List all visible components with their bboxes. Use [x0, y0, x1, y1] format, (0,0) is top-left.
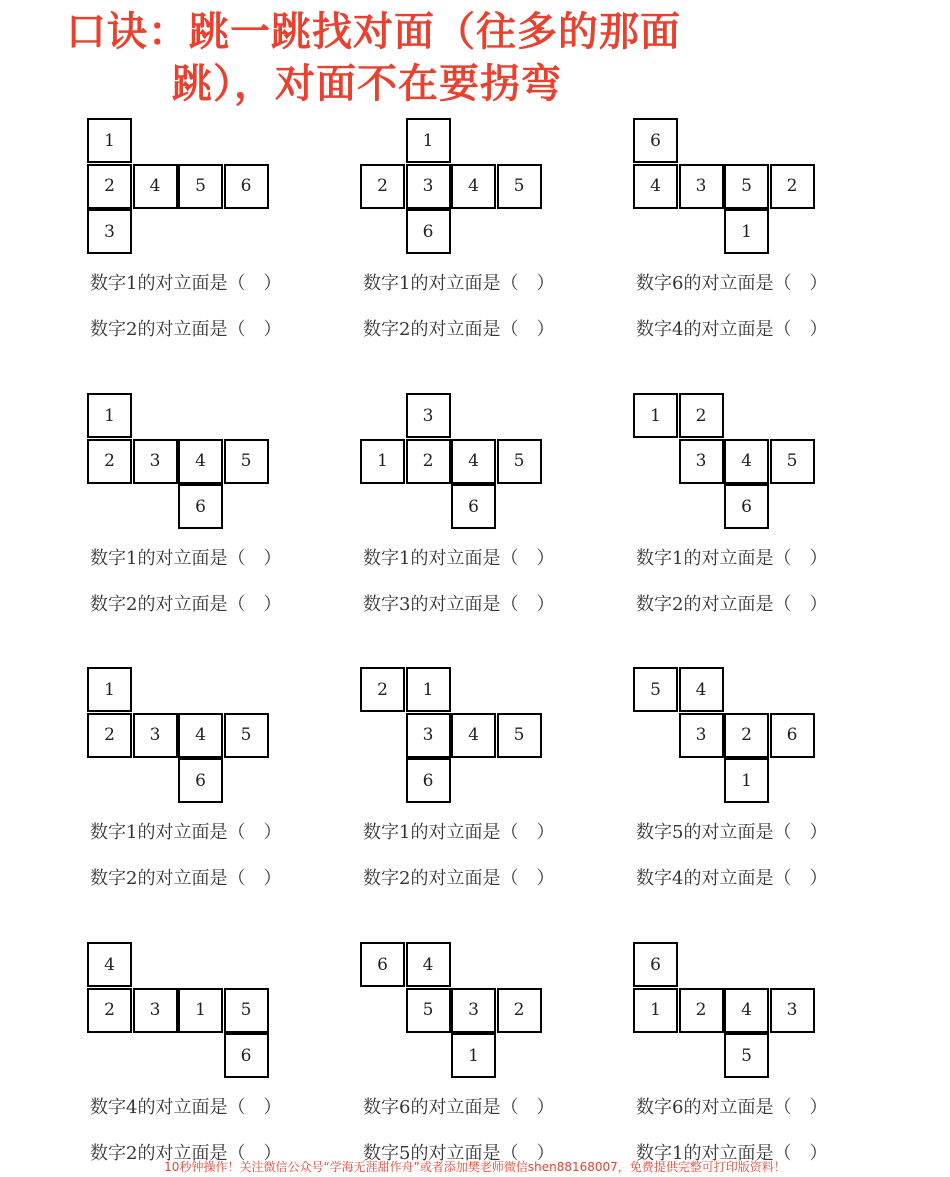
- net-square: 1: [406, 118, 451, 163]
- net-square: 2: [406, 439, 451, 484]
- net-square: 4: [178, 439, 223, 484]
- net-square: 4: [724, 439, 769, 484]
- net-square: 4: [633, 164, 678, 209]
- net-square: 2: [679, 393, 724, 438]
- net-square: 4: [133, 164, 178, 209]
- net-square: 1: [724, 209, 769, 254]
- net-square: 2: [724, 713, 769, 758]
- net-square: 5: [224, 988, 269, 1033]
- net-square: 3: [679, 439, 724, 484]
- question-q2: 数字2的对立面是（ ）: [90, 594, 282, 615]
- net-square: 2: [497, 988, 542, 1033]
- net-square: 1: [724, 758, 769, 803]
- question-q2: 数字2的对立面是（ ）: [363, 868, 555, 889]
- net-square: 2: [87, 164, 132, 209]
- net-square: 3: [451, 988, 496, 1033]
- net-square: 3: [133, 439, 178, 484]
- net-square: 1: [451, 1033, 496, 1078]
- net-square: 3: [679, 713, 724, 758]
- net-square: 4: [724, 988, 769, 1033]
- net-square: 6: [224, 164, 269, 209]
- net-square: 4: [679, 667, 724, 712]
- question-q1: 数字6的对立面是（ ）: [636, 1097, 828, 1118]
- net-square: 3: [679, 164, 724, 209]
- question-q2: 数字2的对立面是（ ）: [90, 868, 282, 889]
- title-line-1: 口诀：跳一跳找对面（往多的那面: [66, 9, 681, 55]
- net-square: 5: [633, 667, 678, 712]
- net-square: 6: [633, 118, 678, 163]
- question-q1: 数字6的对立面是（ ）: [363, 1097, 555, 1118]
- net-square: 4: [451, 713, 496, 758]
- question-q1: 数字4的对立面是（ ）: [90, 1097, 282, 1118]
- question-q1: 数字1的对立面是（ ）: [90, 273, 282, 294]
- net-square: 3: [406, 164, 451, 209]
- net-square: 6: [178, 484, 223, 529]
- net-square: 5: [724, 164, 769, 209]
- net-square: 2: [679, 988, 724, 1033]
- footer-note: 10秒钟操作！关注微信公众号“学海无涯甜作舟”或者添加樊老师微信shen88168007，免费提供完整可打印版资料！: [164, 1160, 786, 1174]
- net-square: 1: [406, 667, 451, 712]
- net-square: 5: [497, 164, 542, 209]
- net-square: 5: [406, 988, 451, 1033]
- net-square: 2: [770, 164, 815, 209]
- question-q2: 数字2的对立面是（ ）: [636, 594, 828, 615]
- net-square: 3: [133, 988, 178, 1033]
- net-square: 1: [178, 988, 223, 1033]
- net-square: 1: [360, 439, 405, 484]
- net-square: 6: [224, 1033, 269, 1078]
- question-q2: 数字3的对立面是（ ）: [363, 594, 555, 615]
- question-q1: 数字1的对立面是（ ）: [90, 548, 282, 569]
- net-square: 6: [360, 942, 405, 987]
- net-square: 2: [360, 667, 405, 712]
- question-q1: 数字1的对立面是（ ）: [90, 822, 282, 843]
- net-square: 3: [406, 713, 451, 758]
- question-q2: 数字1的对立面是（ ）: [636, 1143, 828, 1164]
- net-square: 4: [451, 439, 496, 484]
- question-q1: 数字1的对立面是（ ）: [636, 548, 828, 569]
- net-square: 5: [224, 439, 269, 484]
- net-square: 2: [87, 439, 132, 484]
- net-square: 5: [497, 713, 542, 758]
- net-square: 6: [406, 758, 451, 803]
- question-q1: 数字1的对立面是（ ）: [363, 273, 555, 294]
- net-square: 3: [87, 209, 132, 254]
- net-square: 2: [87, 713, 132, 758]
- question-q1: 数字1的对立面是（ ）: [363, 548, 555, 569]
- net-square: 6: [770, 713, 815, 758]
- net-square: 3: [406, 393, 451, 438]
- net-square: 1: [87, 118, 132, 163]
- net-square: 2: [360, 164, 405, 209]
- net-square: 4: [451, 164, 496, 209]
- question-q1: 数字1的对立面是（ ）: [363, 822, 555, 843]
- question-q2: 数字2的对立面是（ ）: [363, 319, 555, 340]
- net-square: 3: [770, 988, 815, 1033]
- net-square: 6: [451, 484, 496, 529]
- net-square: 1: [87, 393, 132, 438]
- net-square: 6: [724, 484, 769, 529]
- net-square: 4: [178, 713, 223, 758]
- net-square: 6: [633, 942, 678, 987]
- net-square: 3: [133, 713, 178, 758]
- question-q2: 数字2的对立面是（ ）: [90, 1143, 282, 1164]
- net-square: 6: [178, 758, 223, 803]
- question-q2: 数字4的对立面是（ ）: [636, 319, 828, 340]
- question-q1: 数字6的对立面是（ ）: [636, 273, 828, 294]
- net-square: 4: [406, 942, 451, 987]
- net-square: 4: [87, 942, 132, 987]
- net-square: 5: [178, 164, 223, 209]
- net-square: 1: [633, 393, 678, 438]
- question-q2: 数字5的对立面是（ ）: [363, 1143, 555, 1164]
- net-square: 5: [724, 1033, 769, 1078]
- net-square: 2: [87, 988, 132, 1033]
- net-square: 6: [406, 209, 451, 254]
- net-square: 1: [87, 667, 132, 712]
- question-q1: 数字5的对立面是（ ）: [636, 822, 828, 843]
- question-q2: 数字2的对立面是（ ）: [90, 319, 282, 340]
- question-q2: 数字4的对立面是（ ）: [636, 868, 828, 889]
- net-square: 5: [224, 713, 269, 758]
- net-square: 1: [633, 988, 678, 1033]
- net-square: 5: [770, 439, 815, 484]
- net-square: 5: [497, 439, 542, 484]
- title-line-2: 跳），对面不在要拐弯: [172, 61, 562, 107]
